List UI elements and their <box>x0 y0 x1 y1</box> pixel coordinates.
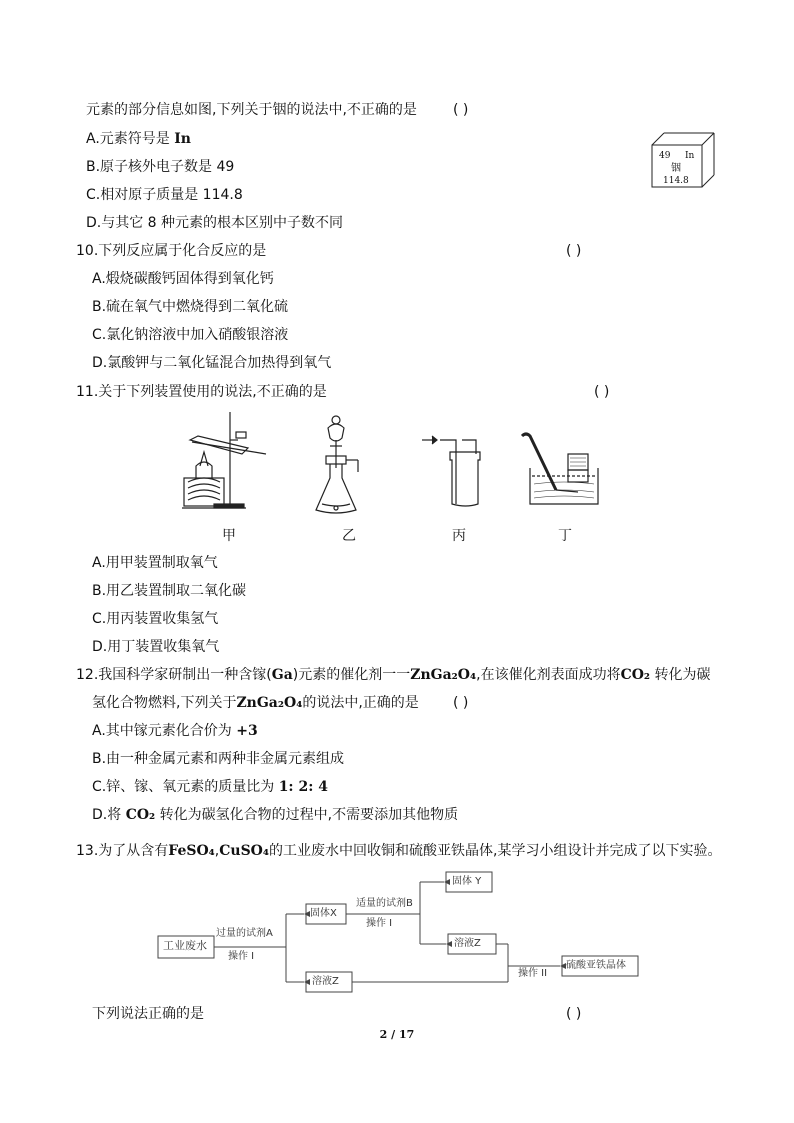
q10-option-b: B.硫在氧气中燃烧得到二氧化硫 <box>92 299 289 315</box>
flow-solution-z-top: 溶液Z <box>454 938 481 949</box>
label-bing: 丙 <box>452 528 466 544</box>
q12-option-a: A.其中镓元素化合价为 +3 <box>92 723 258 739</box>
q13-stem: 13.为了从含有FeSO₄,CuSO₄的工业废水中回收铜和硫酸亚铁晶体,某学习小组设计并完成了以下实验。 <box>76 843 722 859</box>
q12-option-d: D.将 CO₂ 转化为碳氢化合物的过程中,不需要添加其他物质 <box>92 807 459 823</box>
flow-step1-reagent: 过量的试剂A <box>216 928 273 939</box>
apparatus-ding <box>522 434 598 504</box>
q12-stem-line2: 氢化合物燃料,下列关于ZnGa₂O₄的说法中,正确的是 <box>92 695 419 711</box>
q10-stem: 10.下列反应属于化合反应的是 <box>76 243 267 259</box>
q12-stem-line1: 12.我国科学家研制出一种含镓(Ga)元素的催化剂一一ZnGa₂O₄,在该催化剂表面成功将CO₂ 转化为碳 <box>76 667 711 683</box>
flow-step1-op: 操作 I <box>228 951 255 962</box>
page-number: 2 / 17 <box>379 1028 415 1041</box>
element-mass: 114.8 <box>663 176 689 186</box>
flow-product: 硫酸亚铁晶体 <box>566 960 626 971</box>
q11-option-c: C.用丙装置收集氢气 <box>92 611 219 627</box>
q9-option-a: A.元素符号是 In <box>86 131 191 147</box>
q10-option-d: D.氯酸钾与二氧化锰混合加热得到氧气 <box>92 355 332 371</box>
q12-option-c: C.锌、镓、氧元素的质量比为 1: 2: 4 <box>92 779 328 795</box>
q9-stem: 元素的部分信息如图,下列关于铟的说法中,不正确的是 <box>86 102 417 118</box>
label-jia: 甲 <box>222 528 236 544</box>
q9-answer-paren: ( ) <box>453 102 469 118</box>
flow-start-label: 工业废水 <box>163 939 207 952</box>
q10-option-c: C.氯化钠溶液中加入硝酸银溶液 <box>92 327 289 343</box>
label-yi: 乙 <box>342 528 356 544</box>
q11-option-d: D.用丁装置收集氧气 <box>92 639 220 655</box>
q11-answer-paren: ( ) <box>594 384 610 400</box>
q9-option-b: B.原子核外电子数是 49 <box>86 159 235 175</box>
apparatus-jia <box>182 412 266 508</box>
q12-answer-paren: ( ) <box>453 695 469 711</box>
label-ding: 丁 <box>558 528 572 544</box>
q9-option-c: C.相对原子质量是 114.8 <box>86 187 243 203</box>
q12-option-b: B.由一种金属元素和两种非金属元素组成 <box>92 751 345 767</box>
q10-answer-paren: ( ) <box>566 243 582 259</box>
flow-step2-reagent: 适量的试剂B <box>356 898 413 909</box>
flow-step2-op: 操作 I <box>366 918 393 929</box>
q11-option-b: B.用乙装置制取二氧化碳 <box>92 583 247 599</box>
flow-solid-x: 固体X <box>310 908 337 919</box>
q13-answer-paren: ( ) <box>566 1006 582 1022</box>
flow-solution-z-bottom: 溶液Z <box>312 976 339 987</box>
q13-question: 下列说法正确的是 <box>92 1006 204 1022</box>
element-symbol: In <box>685 151 695 161</box>
q10-option-a: A.煅烧碳酸钙固体得到氧化钙 <box>92 271 274 287</box>
q11-option-a: A.用甲装置制取氧气 <box>92 555 218 571</box>
flow-step3-op: 操作 II <box>518 968 548 979</box>
q9-option-d: D.与其它 8 种元素的根本区别中子数不同 <box>86 215 344 231</box>
apparatus-bing <box>422 436 480 506</box>
apparatus-yi <box>316 416 358 513</box>
element-atomic-number: 49 <box>659 151 671 161</box>
q11-stem: 11.关于下列装置使用的说法,不正确的是 <box>76 384 327 400</box>
element-name: 铟 <box>671 163 681 174</box>
flow-solid-y: 固体 Y <box>452 876 482 887</box>
